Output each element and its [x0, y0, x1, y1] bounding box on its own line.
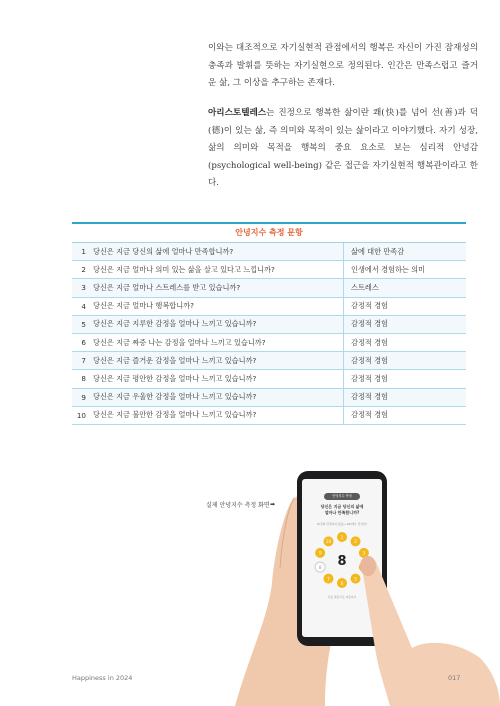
- intro-paragraph: 이와는 대조적으로 자기실현적 관점에서의 행복은 자신이 가진 잠재성의 충족과 발휘를 뜻하는 자기실현으로 정의된다. 인간은 만족스럽고 즐거운 삶, 그 이상을 추구하는 존재다.: [208, 43, 478, 88]
- table-row: [72, 406, 466, 424]
- dial-option-label: 5: [354, 577, 357, 583]
- dial-option-label: 6: [340, 581, 344, 587]
- table-body: [72, 243, 466, 425]
- dial-option-label: 2: [354, 540, 357, 546]
- row-question: 당신은 지금 당신의 삶에 얼마나 만족합니까?: [90, 243, 344, 261]
- screen-scale-note: 0(전혀 만족하지 않음)~10(매우 만족함): [317, 522, 367, 526]
- row-question: 당신은 지금 평안한 감정을 얼마나 느끼고 있습니까?: [90, 370, 344, 388]
- row-number: 1: [72, 243, 90, 261]
- row-number: 7: [72, 352, 90, 370]
- row-category: 감정적 경험: [345, 406, 466, 424]
- row-question: 당신은 지금 얼마나 행복합니까?: [90, 297, 344, 315]
- table-row: [72, 297, 466, 315]
- selected-value: 8: [337, 554, 347, 569]
- table-row: [72, 352, 466, 370]
- screen-question-line1: 당신은 지금 당신의 삶에: [320, 504, 364, 509]
- table-row: [72, 279, 466, 297]
- footer-publication: Happiness in 2024: [72, 674, 133, 682]
- row-question: 당신은 지금 얼마나 의미 있는 삶을 살고 있다고 느낍니까?: [90, 261, 344, 279]
- row-number: 9: [72, 388, 90, 406]
- row-number: 2: [72, 261, 90, 279]
- table-row: [72, 315, 466, 333]
- screen-question: [306, 504, 378, 515]
- screen-question-line2: 얼마나 만족합니까?: [324, 509, 360, 515]
- row-category: 인생에서 경험하는 의미: [345, 261, 466, 279]
- row-number: 5: [72, 315, 90, 333]
- row-question: 당신은 지금 얼마나 스트레스를 받고 있습니까?: [90, 279, 344, 297]
- right-hand-illustration: [330, 548, 500, 706]
- table-row: [72, 261, 466, 279]
- row-number: 3: [72, 279, 90, 297]
- row-category: 감정적 경험: [345, 370, 466, 388]
- dial-option-label: 3: [362, 551, 366, 557]
- table-row: [72, 333, 466, 351]
- table-row: [72, 388, 466, 406]
- row-category: 감정적 경험: [345, 297, 466, 315]
- row-number: 6: [72, 333, 90, 351]
- row-number: 4: [72, 297, 90, 315]
- aristotle-text: 는 진정으로 행복한 삶이란 쾌(快)를 넘어 선(善)과 덕(德)이 있는 삶, 즉 의미와 목적이 있는 삶이라고 이야기했다. 자기 성장, 삶의 의미와 목적을 행복의 중요 요소로 보는 심리적 안녕감(psychological well-being) 같은 접근을 자기실현적 행복관이라고 한다.: [208, 108, 478, 188]
- dial-option-label: 9: [318, 551, 322, 557]
- row-category: 감정적 경험: [345, 388, 466, 406]
- row-question: 당신은 지금 지루한 감정을 얼마나 느끼고 있습니까?: [90, 315, 344, 333]
- page-number: 017: [448, 674, 461, 682]
- row-question: 당신은 지금 즐거운 감정을 얼마나 느끼고 있습니까?: [90, 352, 344, 370]
- dial-option-label: 10: [325, 540, 332, 546]
- dial-option-label: 1: [340, 535, 344, 541]
- arrow-right-icon: ➡: [270, 501, 276, 508]
- row-category: 감정적 경험: [345, 352, 466, 370]
- row-question: 당신은 지금 불안한 감정을 얼마나 느끼고 있습니까?: [90, 406, 344, 424]
- aristotle-name: 아리스토텔레스: [208, 108, 267, 118]
- table-row: [72, 370, 466, 388]
- row-number: 10: [72, 406, 90, 424]
- screen-badge: 안녕지수 측정: [324, 493, 360, 500]
- phone-caption: 실제 안녕지수 측정 화면: [206, 502, 270, 509]
- aristotle-paragraph: [208, 105, 478, 193]
- row-category: 감정적 경험: [345, 315, 466, 333]
- table-row: [72, 243, 466, 261]
- row-category: 스트레스: [345, 279, 466, 297]
- table-title: 안녕지수 측정 문항: [72, 222, 466, 243]
- dial-option-label: 7: [327, 577, 330, 583]
- measurement-table: [72, 222, 466, 425]
- row-category: 삶에 대한 만족감: [345, 243, 466, 261]
- row-question: 당신은 지금 짜증 나는 감정을 얼마나 느끼고 있습니까?: [90, 333, 344, 351]
- row-question: 당신은 지금 우울한 감정을 얼마나 느끼고 있습니까?: [90, 388, 344, 406]
- dial-option-label: 8: [318, 565, 322, 571]
- screen-next-link[interactable]: 다음 질문으로 이동하기: [327, 595, 357, 599]
- row-number: 8: [72, 370, 90, 388]
- row-category: 감정적 경험: [345, 333, 466, 351]
